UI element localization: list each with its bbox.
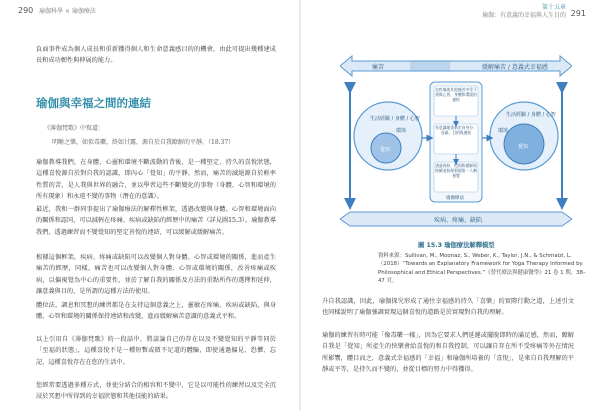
center-footer-label: 瑜伽療法 <box>446 196 464 201</box>
right-paragraph-2: 瑜伽的練習有時可能「像毒藥一樣」，因為它要求人們延遲或擺脫即時的滿足感，然而，瞭解自我是「覺知」所產生的快樂會給喜悅的和自我控制，可以讓自存在所不受疼痛等外在情況所影響，體目而之，意義式幸福感的「幸福」和瑜伽所培養的「喜悅」，是來自自我理解的平靜或平等，是持久而不變的，並從目標的努力中得獲得。 <box>322 332 574 373</box>
left-circle-label-awareness: 覺知 <box>380 147 391 153</box>
chapter-label: 第十五章 <box>541 4 566 11</box>
center-box-3: 透過保持、穩固和緩解與持續並持保那個第一人稱視覺 <box>435 163 477 178</box>
right-page <box>300 0 600 410</box>
paragraph-6: 您經常要透過多種方式，並使分結合的相容和不變中，它是以可能性的練習以及完全沉浸於冥想中所得到的幸福狀態和其他技能的結果。 <box>36 382 276 401</box>
top-right-label: 緩解痛苦 / 意義式幸福感 <box>482 64 548 71</box>
right-running-head <box>482 4 566 20</box>
right-circle-group <box>490 102 558 170</box>
paragraph-3: 根據這個框架，疾病、疼痛或缺陷可以改變個人對身體、心智或環境的關係，進而產生痛苦的經歷，同樣，痛苦也可以改變個人對身體、心智或環境的關係，改善疼痛或疾病，以偏視覺為中心的重要性，並於了解自我的關係及方法的重點所作的選擇和延伸，讓意義與目的，是所謂的這種方法的使用。 <box>36 254 276 295</box>
right-page-number: 291 <box>570 9 586 18</box>
paragraph-1: 瑜伽教導我們，在身體、心靈和環境不斷波動的背後，是一種堅定、持久的喜悅狀態，這種喜悅源自於對自我的認識，即內心「覺知」的平靜。然而，痛苦的滅絕源自於輕率性質的苦，是人我與世界的融合，並以學習這些不斷變化的事物（身體、心智和環境的所有現象）和永遠不變的事物（潛在的意識）。 <box>36 159 276 200</box>
left-page-number: 290 <box>18 6 34 15</box>
figure-caption-title: 圖 15.3 瑜伽療法解釋模型 <box>418 242 495 249</box>
right-circle-label-env: 環境 <box>498 128 509 134</box>
top-left-label: 痛苦 <box>372 64 385 71</box>
quote-source: 《薄伽梵歌》中寫道： <box>44 125 105 132</box>
center-box-1: 在疼痛或其他痛苦中受不到與心智、身體和環境的連結 <box>435 87 477 102</box>
paragraph-4: 體位法、調息和冥想的練習都是在支持這個意義之上，靈敏在疼痛、疾病或缺陷，與身體、心智和環境的關係保持連結和改變，進而緩解痛苦意識的意義式平和。 <box>36 302 276 321</box>
chapter-title: 瑜伽：有意義的幸福與人生目的 <box>481 12 566 19</box>
right-circle-label-awareness: 覺知 <box>518 144 529 150</box>
quote-text: 明晰之樂，如似毒藥，終如甘露，源自於自我瞭解的平靜。（18.37） <box>52 139 235 146</box>
left-circle-label-env: 環境 <box>396 128 407 134</box>
intro-paragraph: 負面事件成為個人成長和重新獲得個人和生命意義感目的的機會，由此可提出幾種建成長和成功韌性與伸展的能力。 <box>36 46 276 65</box>
center-box-2: 有意識地重新定向身分、意義、目的與連結 <box>435 125 477 135</box>
section-title: 瑜伽與幸福之間的連結 <box>36 96 151 110</box>
paragraph-2: 最近，我和一群同事提出了瑜伽療法的解釋性框架，透過改變與身體、心智和環境面向的關係和認同，可以減輕在疼痛、疾病或缺陷的經歷中的痛苦（詳見圖15.3）。瑜伽教導我們，透過練習而不變覺知的堅定善悅的連結，可以緩解或緩解痛苦。 <box>36 206 276 236</box>
yoga-therapy-diagram <box>340 52 572 234</box>
left-running-head-text: 瑜伽科學 × 瑜伽療法 <box>39 8 96 15</box>
left-circle-group <box>354 102 422 170</box>
figure-caption: 資料來源：Sullivan, M., Moonaz, S., Weber, K., Taylor, J.N., & Schmalzl, L.（2018）“Towards an Explanatory Framework for Yoga Therapy Informed by Philosophical and Ethical Perspectives.”《替代療法與健康醫學》21 卷 1 期，38–47 頁。 <box>378 253 586 285</box>
right-circle-label-life: 生活經驗 / 身體 / 心智 <box>506 112 556 118</box>
bottom-label: 疾病、疼痛、缺陷 <box>434 217 483 224</box>
paragraph-5: 以上引用自《薄伽梵歌》的一段話中，將談論自己的存在以及不變覺知的平靜等同於「至福的狀態」，這種喜悅不是一種短暫或微不足道的體驗，即使通過偏見、恐懼、忘記，這種喜悅存在在您的生活中。 <box>36 336 276 366</box>
left-running-head <box>18 6 96 15</box>
right-paragraph-1: 升自我認識，因此，瑜伽探究形成了通往幸福感的持久「喜樂」的實際行動之道，上述引文也同樣說明了瑜伽強調實現這個喜悅的道路是於實現對自我的理解。 <box>322 298 574 317</box>
left-circle-label-life: 生活經驗 / 身體 / 心智 <box>370 116 420 122</box>
